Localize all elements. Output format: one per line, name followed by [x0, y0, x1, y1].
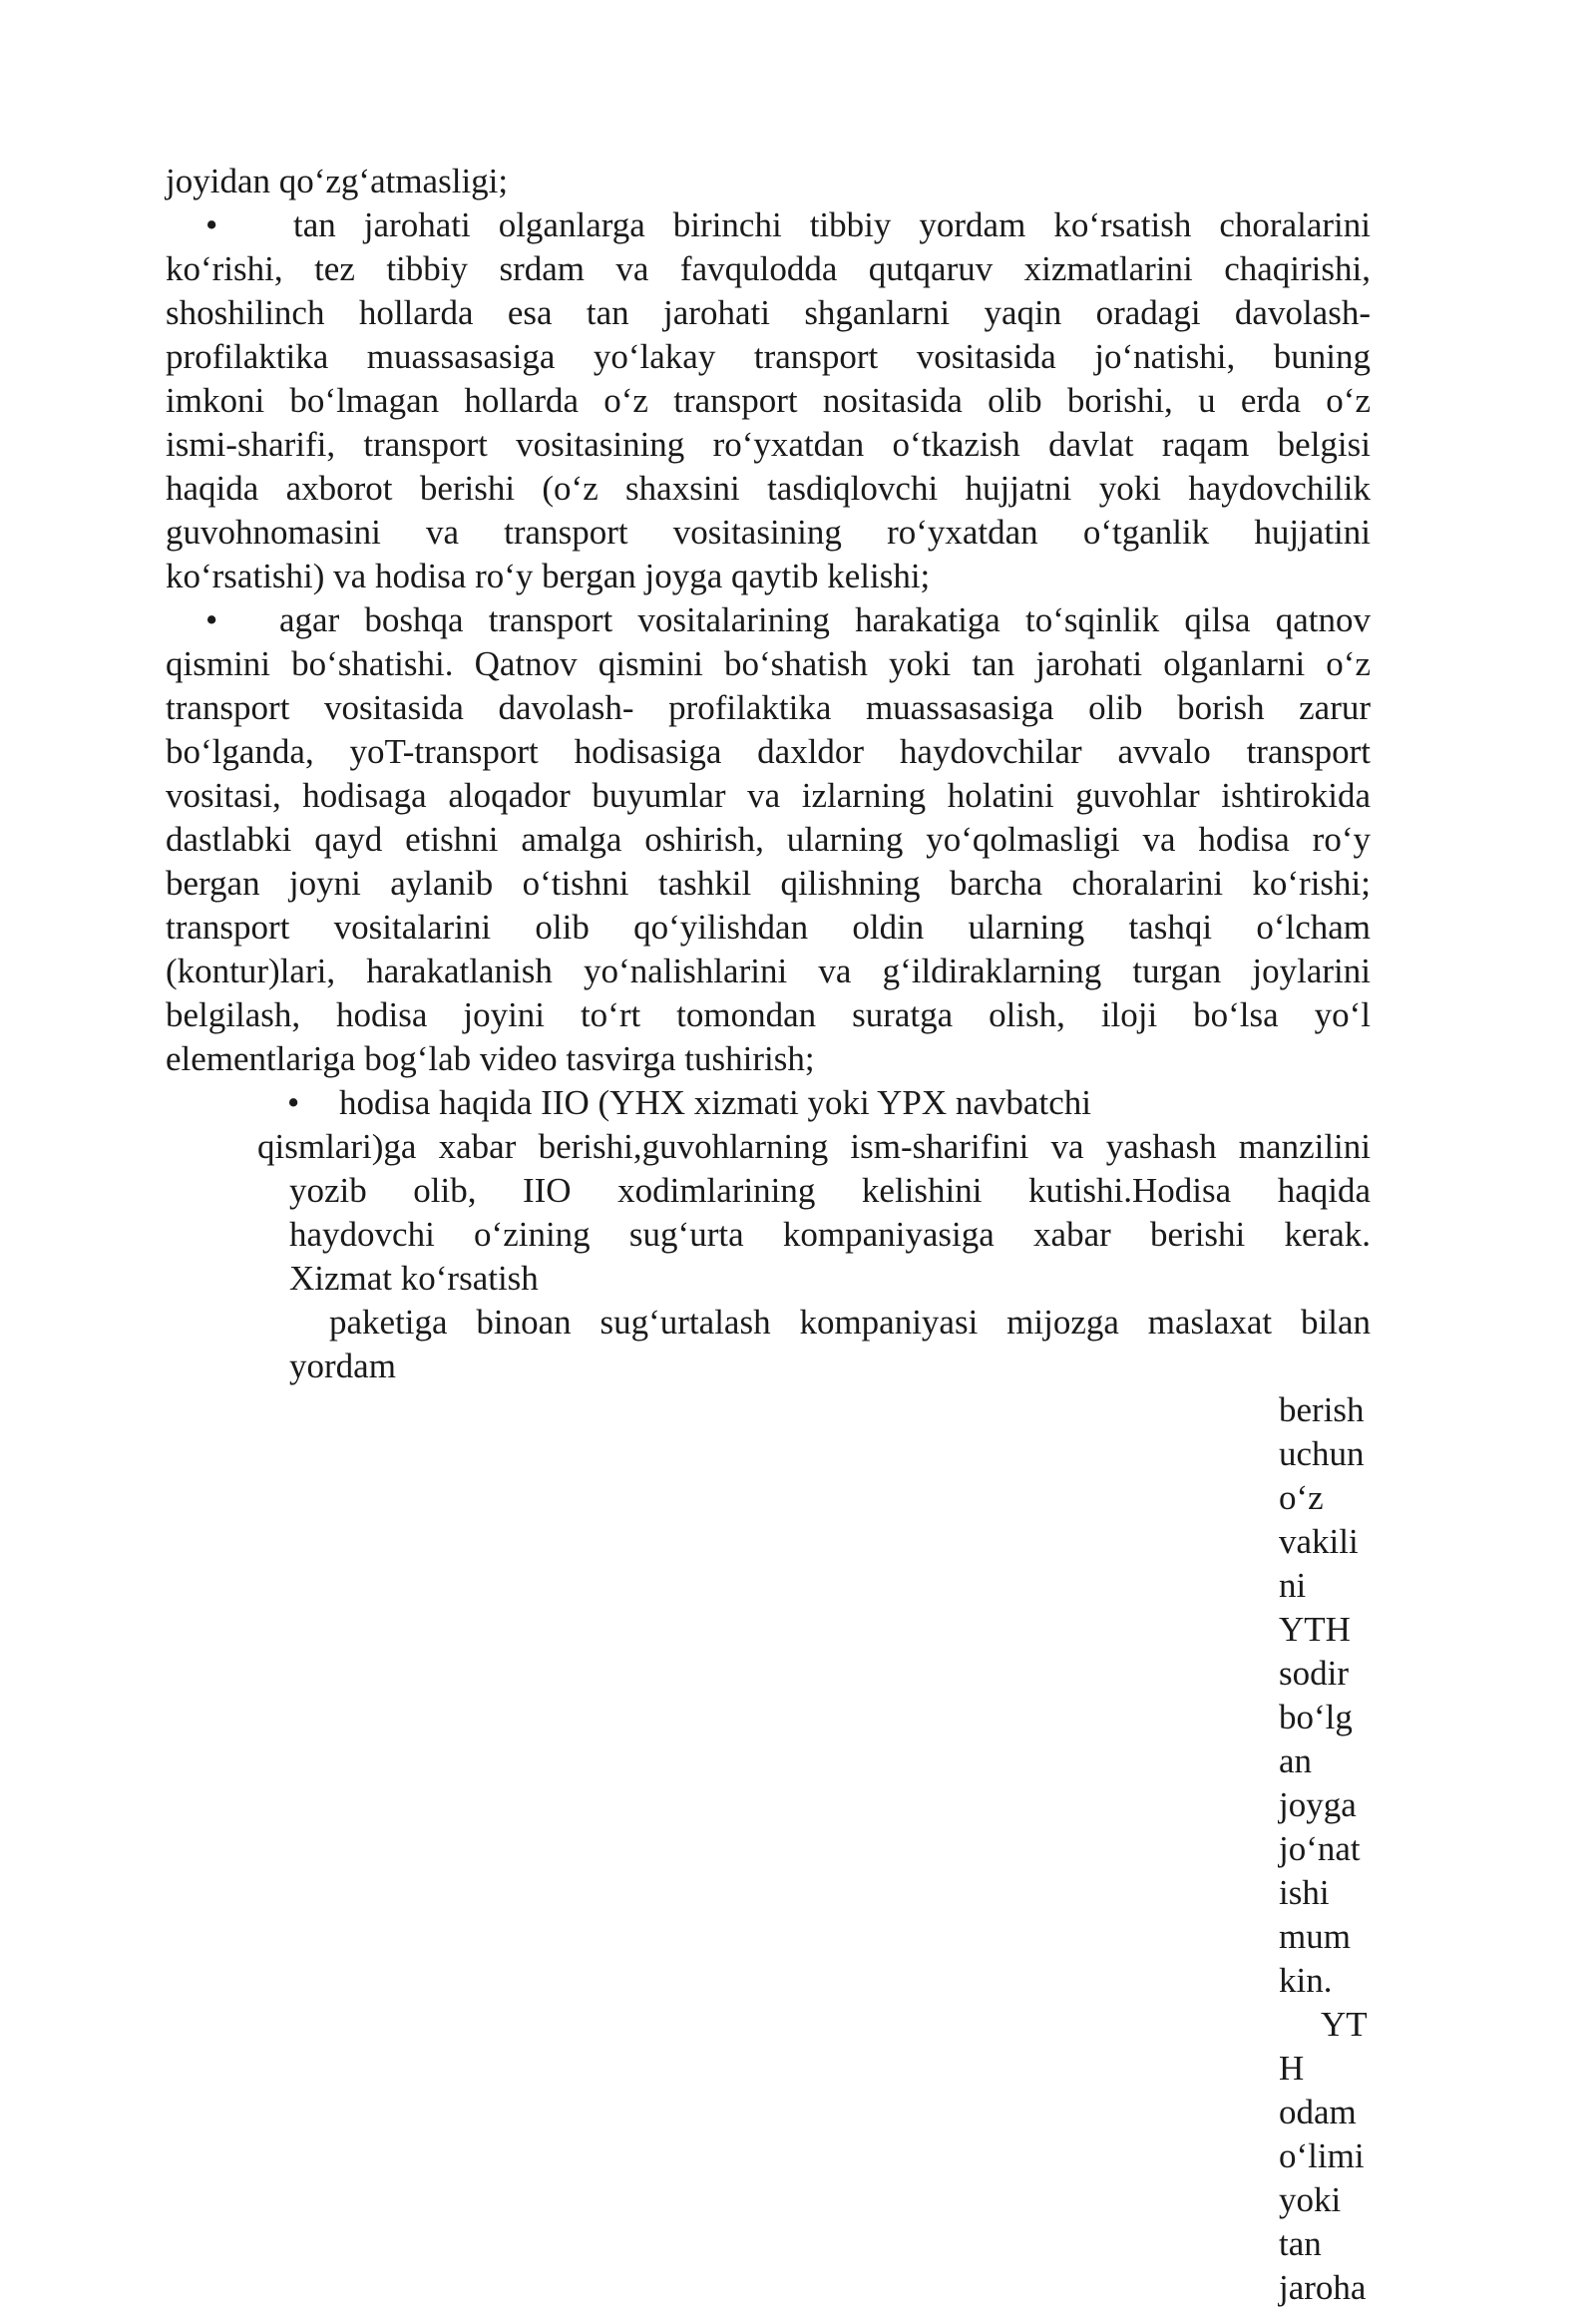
column-word: ishi	[1279, 1873, 1330, 1912]
column-word: an	[1279, 1741, 1313, 1780]
text-line: qismini bo‘shatishi. Qatnov qismini bo‘shatish yoki tan jarohati olganlarni o‘z	[166, 644, 1371, 683]
column-word: yoki	[1279, 2180, 1342, 2219]
column-word: ni	[1279, 1566, 1307, 1605]
text-line: vositasi, hodisaga aloqador buyumlar va izlarning holatini guvohlar ishtirokida	[166, 776, 1371, 815]
column-word: kin.	[1279, 1961, 1333, 2000]
column-word: vakili	[1279, 1522, 1359, 1561]
column-word: joyga	[1279, 1785, 1357, 1824]
text-line: ko‘rsatishi) va hodisa ro‘y bergan joyga qaytib kelishi;	[166, 557, 931, 595]
text-line: hodisa haqida IIO (YHX xizmati yoki YPX navbatchi	[339, 1083, 1091, 1122]
text-line: imkoni bo‘lmagan hollarda o‘z transport nositasida olib borishi, u erda o‘z	[166, 381, 1371, 420]
column-word: o‘z	[1279, 1478, 1324, 1517]
column-word: mum	[1279, 1917, 1351, 1956]
column-word: bo‘lg	[1279, 1698, 1353, 1736]
column-word: H	[1279, 2049, 1305, 2088]
text-line: belgilash, hodisa joyini to‘rt tomondan suratga olish, iloji bo‘lsa yo‘l	[166, 995, 1371, 1034]
column-word: tan	[1279, 2224, 1322, 2263]
column-word: jaroha	[1279, 2268, 1367, 2307]
text-line: elementlariga bog‘lab video tasvirga tushirish;	[166, 1039, 815, 1078]
text-line: qismlari)ga xabar berishi,guvohlarning ism-sharifini va yashash manzilini	[257, 1127, 1371, 1166]
text-line: agar boshqa transport vositalarining harakatiga to‘sqinlik qilsa qatnov	[279, 600, 1371, 639]
column-word: jo‘nat	[1279, 1829, 1361, 1868]
column-word: YT	[1321, 2005, 1368, 2044]
column-word: berish	[1279, 1390, 1365, 1429]
column-word: o‘limi	[1279, 2136, 1365, 2175]
text-line: Xizmat ko‘rsatish	[289, 1259, 539, 1298]
text-line: paketiga binoan sug‘urtalash kompaniyasi mijozga maslaxat bilan	[329, 1303, 1371, 1342]
text-line: (kontur)lari, harakatlanish yo‘nalishlarini va g‘ildiraklarning turgan joylarini	[166, 952, 1371, 990]
text-line: guvohnomasini va transport vositasining ro‘yxatdan o‘tganlik hujjatini	[166, 513, 1371, 552]
text-line: haqida axborot berishi (o‘z shaxsini tasdiqlovchi hujjatni yoki haydovchilik	[166, 469, 1371, 508]
column-word: odam	[1279, 2093, 1357, 2131]
bullet-icon: •	[205, 600, 218, 639]
column-word: sodir	[1279, 1654, 1349, 1693]
text-line: transport vositalarini olib qo‘yilishdan oldin ularning tashqi o‘lcham	[166, 908, 1371, 947]
text-line: profilaktika muassasasiga yo‘lakay transport vositasida jo‘natishi, buning	[166, 337, 1371, 376]
text-line: transport vositasida davolash- profilaktika muassasasiga olib borish zarur	[166, 688, 1371, 727]
text-line: bergan joyni aylanib o‘tishni tashkil qilishning barcha choralarini ko‘rishi;	[166, 864, 1371, 903]
text-line: yordam	[289, 1347, 396, 1385]
text-line: ismi-sharifi, transport vositasining ro‘yxatdan o‘tkazish davlat raqam belgisi	[166, 425, 1371, 464]
text-line: tan jarohati olganlarga birinchi tibbiy yordam ko‘rsatish choralarini	[293, 205, 1371, 244]
bullet-icon: •	[205, 205, 218, 244]
text-line: shoshilinch hollarda esa tan jarohati shganlarni yaqin oradagi davolash-	[166, 293, 1371, 332]
column-word: YTH	[1279, 1610, 1351, 1649]
column-word: uchun	[1279, 1434, 1365, 1473]
text-line: yozib olib, IIO xodimlarining kelishini kutishi.Hodisa haqida	[289, 1171, 1371, 1210]
text-line: haydovchi o‘zining sug‘urta kompaniyasiga xabar berishi kerak.	[289, 1215, 1371, 1254]
text-line: dastlabki qayd etishni amalga oshirish, ularning yo‘qolmasligi va hodisa ro‘y	[166, 820, 1371, 859]
text-line: ko‘rishi, tez tibbiy srdam va favqulodda qutqaruv xizmatlarini chaqirishi,	[166, 249, 1371, 288]
text-line: joyidan qo‘zg‘atmasligi;	[166, 162, 509, 200]
text-line: bo‘lganda, yoT-transport hodisasiga daxldor haydovchilar avvalo transport	[166, 732, 1371, 771]
bullet-icon: •	[287, 1083, 300, 1122]
